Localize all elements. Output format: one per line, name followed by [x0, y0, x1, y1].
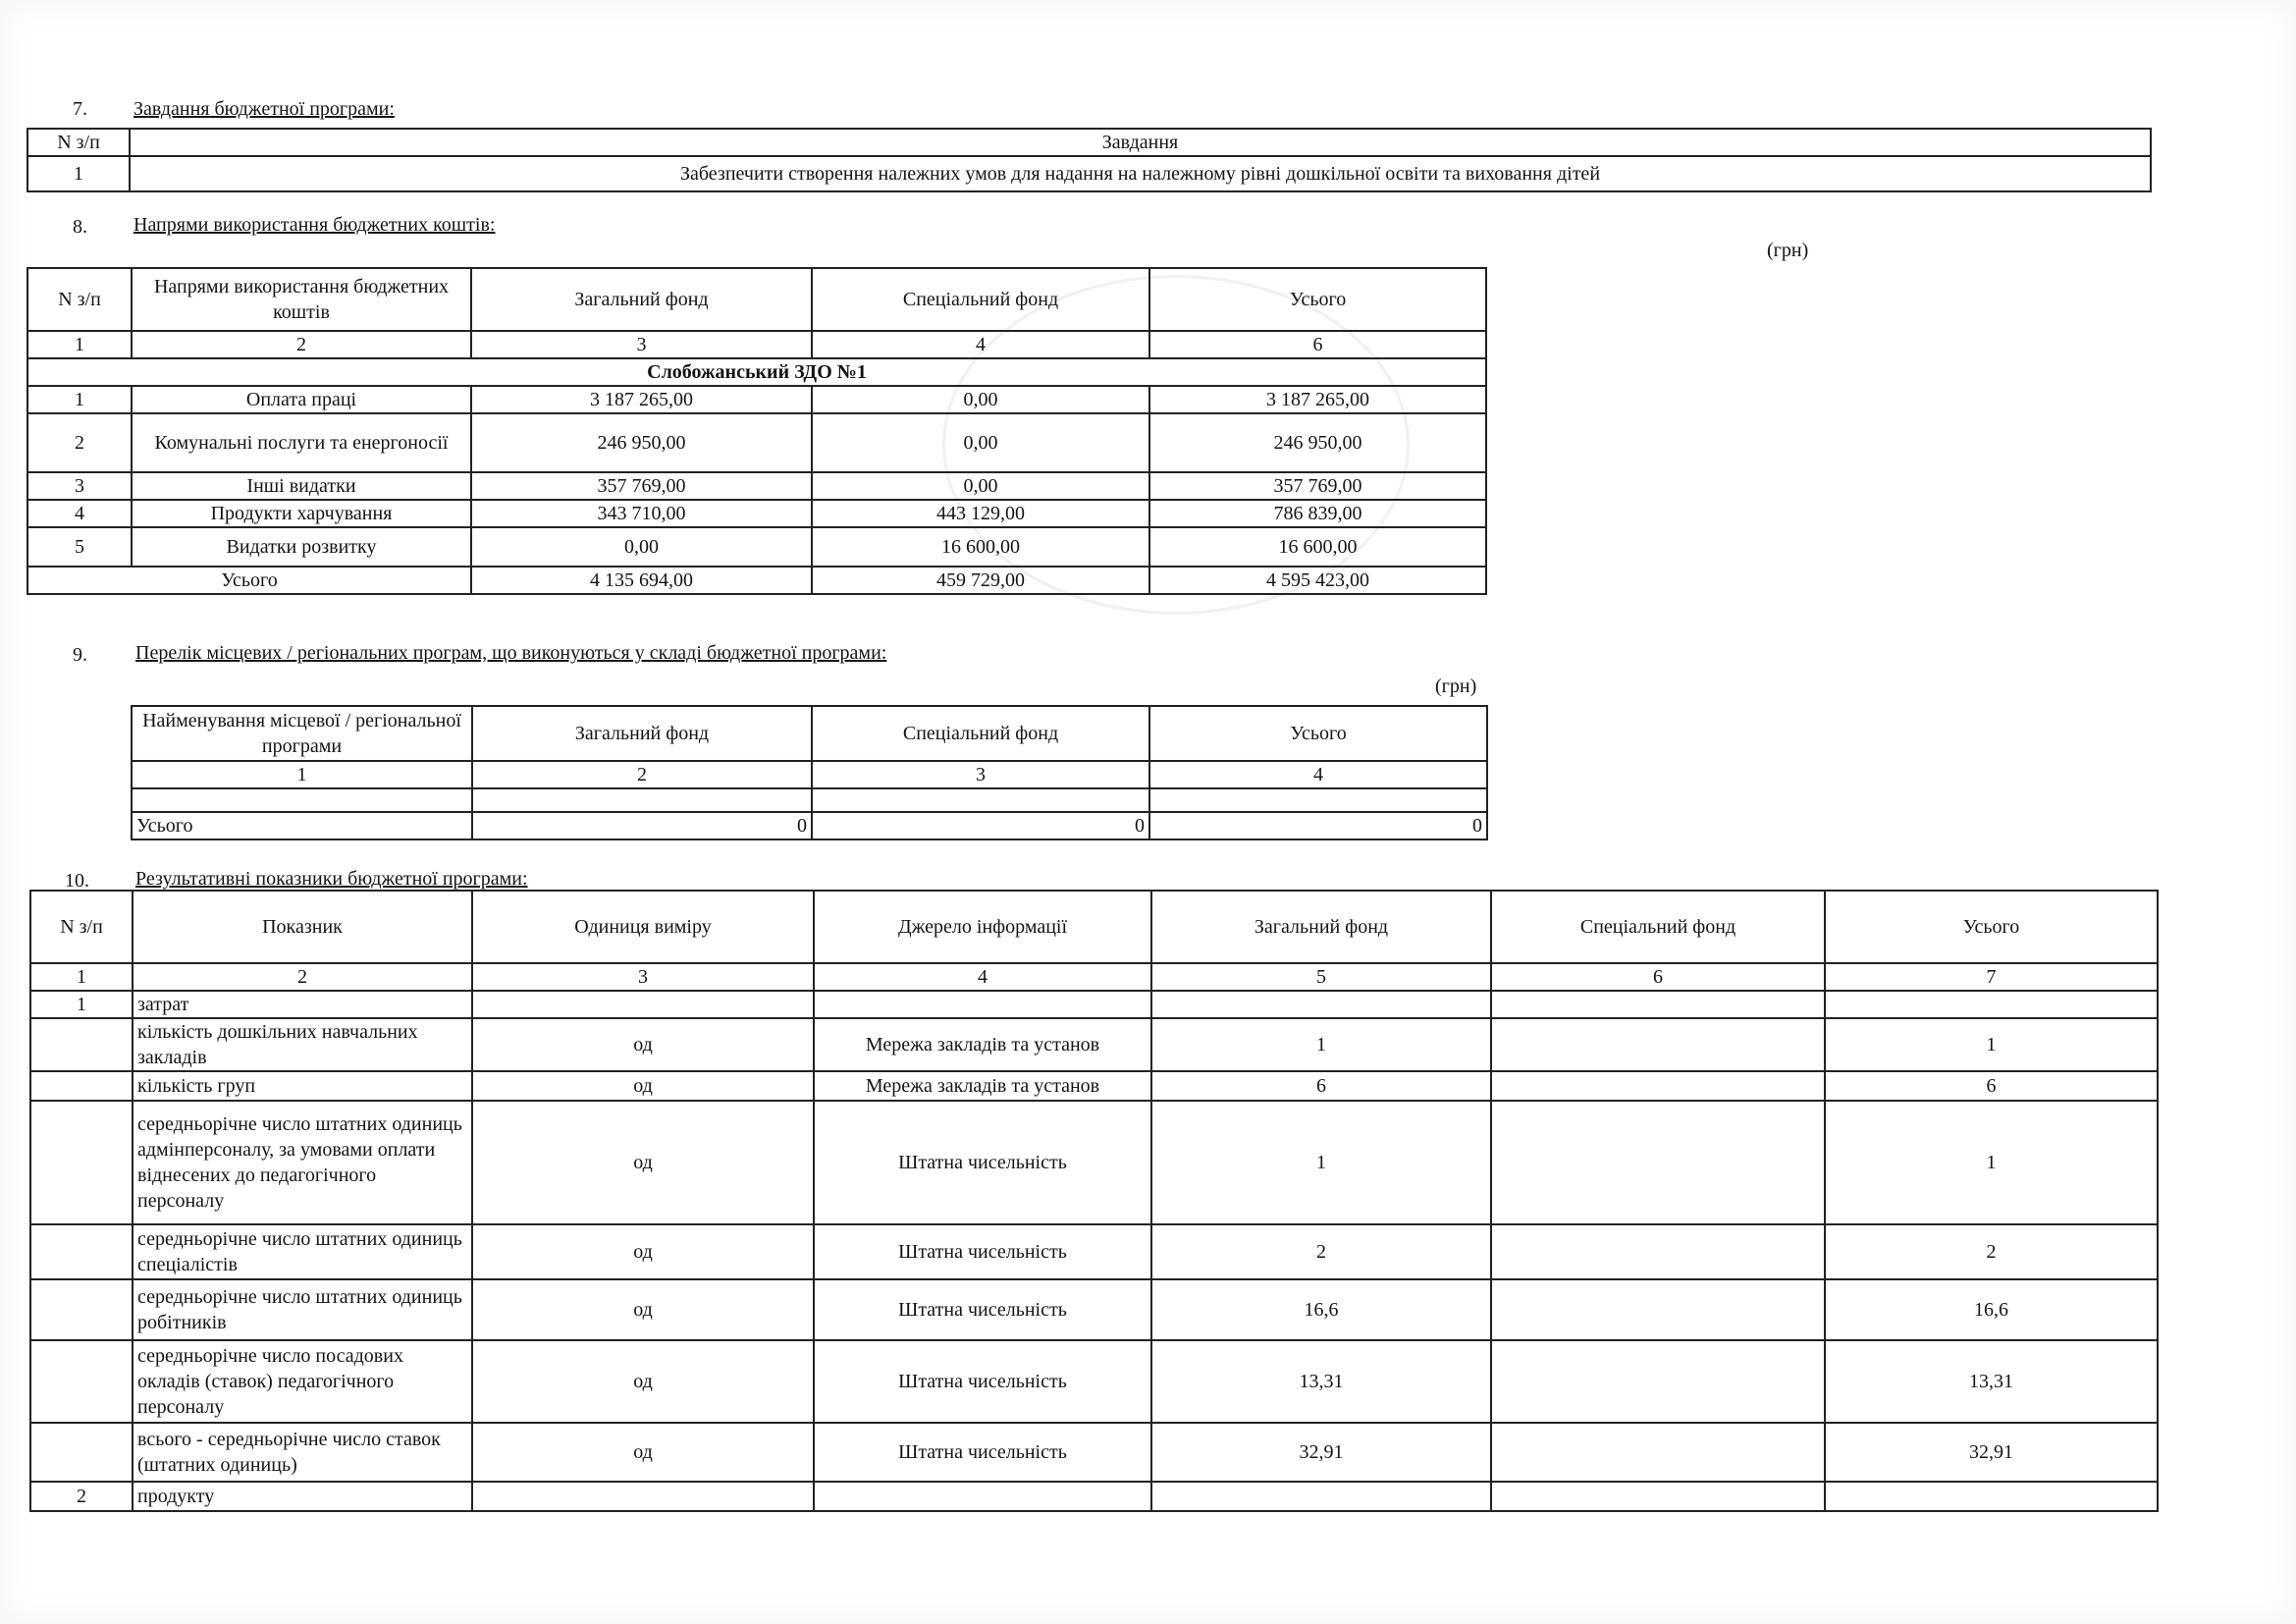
- general-fund-total: 0: [472, 812, 812, 839]
- empty-cell: [472, 991, 814, 1018]
- empty-row: [132, 788, 1487, 812]
- general-fund-cell: 246 950,00: [471, 413, 812, 472]
- section-10-title: Результативні показники бюджетної програми:: [135, 868, 528, 890]
- general-fund-cell: 1: [1151, 1018, 1491, 1071]
- total-cell: 6: [1825, 1071, 2158, 1101]
- section-9-title: Перелік місцевих / регіональних програм, що виконуються у складі бюджетної програми:: [135, 642, 887, 664]
- section-8-number: 8.: [73, 216, 87, 238]
- index-cell: 1: [132, 761, 472, 788]
- general-fund-cell: 3 187 265,00: [471, 386, 812, 413]
- special-fund-cell: 0,00: [812, 386, 1149, 413]
- empty-cell: [132, 788, 472, 812]
- indicator-cell: середньорічне число штатних одиниць адмінперсоналу, за умовами оплати віднесених до педагогічного персоналу: [133, 1101, 472, 1224]
- table-row: [27, 386, 1486, 413]
- index-cell: 5: [1151, 963, 1491, 991]
- row-number-cell: [30, 1224, 133, 1279]
- header-cell: Загальний фонд: [471, 268, 812, 331]
- empty-cell: [1491, 1482, 1825, 1511]
- row-number-cell: [30, 1423, 133, 1482]
- special-fund-cell: [1491, 1101, 1825, 1224]
- direction-cell: Оплата праці: [132, 386, 471, 413]
- row-number-cell: 1: [27, 386, 132, 413]
- table-row: [30, 1071, 2158, 1101]
- table-row: [27, 156, 2151, 191]
- empty-cell: [812, 788, 1149, 812]
- section-8-title: Напрями використання бюджетних коштів:: [133, 214, 496, 236]
- source-cell: Штатна чисельність: [814, 1224, 1151, 1279]
- index-cell: 2: [132, 331, 471, 358]
- row-number-cell: 2: [27, 413, 132, 472]
- table-row: [30, 1018, 2158, 1071]
- tasks-table: [27, 128, 2152, 192]
- general-fund-cell: 2: [1151, 1224, 1491, 1279]
- header-cell: Загальний фонд: [472, 706, 812, 761]
- index-cell: 3: [812, 761, 1149, 788]
- unit-cell: од: [472, 1018, 814, 1071]
- source-cell: Штатна чисельність: [814, 1101, 1151, 1224]
- total-cell: 3 187 265,00: [1149, 386, 1486, 413]
- special-fund-cell: [1491, 1224, 1825, 1279]
- total-cell: 16 600,00: [1149, 527, 1486, 567]
- indicator-cell: кількість дошкільних навчальних закладів: [133, 1018, 472, 1071]
- source-cell: Мережа закладів та установ: [814, 1071, 1151, 1101]
- header-cell: Завдання: [130, 129, 2151, 156]
- table-row: [27, 472, 1486, 500]
- group-label: затрат: [133, 991, 472, 1018]
- header-cell: Спеціальний фонд: [1491, 891, 1825, 963]
- row-number-cell: [30, 1101, 133, 1224]
- source-cell: Штатна чисельність: [814, 1340, 1151, 1423]
- local-programs-table: [131, 705, 1488, 840]
- empty-cell: [1149, 788, 1487, 812]
- header-cell: Найменування місцевої / регіональної програми: [132, 706, 472, 761]
- unit-cell: од: [472, 1423, 814, 1482]
- row-number-cell: 5: [27, 527, 132, 567]
- general-fund-cell: 13,31: [1151, 1340, 1491, 1423]
- header-cell: Спеціальний фонд: [812, 706, 1149, 761]
- index-cell: 2: [472, 761, 812, 788]
- index-cell: 4: [814, 963, 1151, 991]
- unit-cell: од: [472, 1224, 814, 1279]
- section-7-number: 7.: [73, 98, 87, 120]
- grand-total: 4 595 423,00: [1149, 567, 1486, 594]
- general-fund-cell: 357 769,00: [471, 472, 812, 500]
- table-header-row: [27, 129, 2151, 156]
- index-cell: 1: [27, 331, 132, 358]
- group-number: 2: [30, 1482, 133, 1511]
- source-cell: Мережа закладів та установ: [814, 1018, 1151, 1071]
- column-index-row: [27, 331, 1486, 358]
- task-text-cell: Забезпечити створення належних умов для надання на належному рівні дошкільної освіти та виховання дітей: [130, 156, 2151, 191]
- header-cell: N з/п: [27, 268, 132, 331]
- special-fund-cell: 443 129,00: [812, 500, 1149, 527]
- general-fund-cell: 32,91: [1151, 1423, 1491, 1482]
- direction-cell: Комунальні послуги та енергоносії: [132, 413, 471, 472]
- header-cell: Спеціальний фонд: [812, 268, 1149, 331]
- index-cell: 4: [812, 331, 1149, 358]
- total-label: Усього: [132, 812, 472, 839]
- general-fund-cell: 1: [1151, 1101, 1491, 1224]
- row-number-cell: [30, 1018, 133, 1071]
- section-7-title: Завдання бюджетної програми:: [133, 98, 395, 120]
- group-row: [30, 991, 2158, 1018]
- source-cell: Штатна чисельність: [814, 1423, 1151, 1482]
- special-fund-cell: [1491, 1071, 1825, 1101]
- total-cell: 2: [1825, 1224, 2158, 1279]
- header-cell: N з/п: [30, 891, 133, 963]
- total-cell: 1: [1825, 1101, 2158, 1224]
- row-number-cell: 3: [27, 472, 132, 500]
- special-fund-cell: 0,00: [812, 413, 1149, 472]
- total-cell: 13,31: [1825, 1340, 2158, 1423]
- group-number: 1: [30, 991, 133, 1018]
- table-row: [27, 413, 1486, 472]
- column-index-row: [30, 963, 2158, 991]
- empty-cell: [472, 788, 812, 812]
- header-cell: Напрями використання бюджетних коштів: [132, 268, 471, 331]
- header-cell: Одиниця виміру: [472, 891, 814, 963]
- currency-unit-label: (грн): [1767, 240, 1809, 261]
- empty-cell: [1491, 991, 1825, 1018]
- group-row: [30, 1482, 2158, 1511]
- direction-cell: Видатки розвитку: [132, 527, 471, 567]
- group-label: продукту: [133, 1482, 472, 1511]
- general-fund-cell: 16,6: [1151, 1279, 1491, 1340]
- indicator-cell: середньорічне число штатних одиниць спеціалістів: [133, 1224, 472, 1279]
- total-label: Усього: [27, 567, 471, 594]
- empty-cell: [814, 991, 1151, 1018]
- indicator-cell: всього - середньорічне число ставок (штатних одиниць): [133, 1423, 472, 1482]
- total-row: [27, 567, 1486, 594]
- row-number-cell: 4: [27, 500, 132, 527]
- header-cell: Джерело інформації: [814, 891, 1151, 963]
- unit-cell: од: [472, 1340, 814, 1423]
- header-cell: N з/п: [27, 129, 130, 156]
- row-number-cell: [30, 1340, 133, 1423]
- row-number-cell: 1: [27, 156, 130, 191]
- header-cell: Усього: [1149, 268, 1486, 331]
- table-row: [30, 1224, 2158, 1279]
- section-9-number: 9.: [73, 644, 87, 666]
- table-header-row: [30, 891, 2158, 963]
- header-cell: Показник: [133, 891, 472, 963]
- row-number-cell: [30, 1279, 133, 1340]
- total-row: [132, 812, 1487, 839]
- table-header-row: [132, 706, 1487, 761]
- group-row: [27, 358, 1486, 386]
- general-fund-cell: 343 710,00: [471, 500, 812, 527]
- header-cell: Усього: [1825, 891, 2158, 963]
- index-cell: 6: [1149, 331, 1486, 358]
- currency-unit-label: (грн): [1435, 676, 1477, 697]
- table-header-row: [27, 268, 1486, 331]
- header-cell: Загальний фонд: [1151, 891, 1491, 963]
- special-fund-cell: 0,00: [812, 472, 1149, 500]
- budget-directions-table: [27, 267, 1487, 595]
- special-fund-cell: 16 600,00: [812, 527, 1149, 567]
- total-cell: 246 950,00: [1149, 413, 1486, 472]
- unit-cell: од: [472, 1279, 814, 1340]
- unit-cell: од: [472, 1101, 814, 1224]
- column-index-row: [132, 761, 1487, 788]
- general-fund-total: 4 135 694,00: [471, 567, 812, 594]
- index-cell: 2: [133, 963, 472, 991]
- index-cell: 4: [1149, 761, 1487, 788]
- total-cell: 1: [1825, 1018, 2158, 1071]
- indicator-cell: кількість груп: [133, 1071, 472, 1101]
- special-fund-cell: [1491, 1423, 1825, 1482]
- total-cell: 32,91: [1825, 1423, 2158, 1482]
- index-cell: 1: [30, 963, 133, 991]
- total-cell: 786 839,00: [1149, 500, 1486, 527]
- special-fund-total: 459 729,00: [812, 567, 1149, 594]
- empty-cell: [472, 1482, 814, 1511]
- empty-cell: [1151, 1482, 1491, 1511]
- total-cell: 16,6: [1825, 1279, 2158, 1340]
- index-cell: 3: [472, 963, 814, 991]
- performance-indicators-table: [29, 890, 2159, 1512]
- row-number-cell: [30, 1071, 133, 1101]
- section-10-number: 10.: [65, 870, 89, 892]
- table-row: [30, 1423, 2158, 1482]
- empty-cell: [1825, 1482, 2158, 1511]
- direction-cell: Продукти харчування: [132, 500, 471, 527]
- special-fund-cell: [1491, 1279, 1825, 1340]
- index-cell: 6: [1491, 963, 1825, 991]
- table-row: [30, 1279, 2158, 1340]
- table-row: [27, 500, 1486, 527]
- indicator-cell: середньорічне число посадових окладів (ставок) педагогічного персоналу: [133, 1340, 472, 1423]
- table-row: [30, 1340, 2158, 1423]
- index-cell: 7: [1825, 963, 2158, 991]
- institution-name: Слобожанський ЗДО №1: [27, 358, 1486, 386]
- direction-cell: Інші видатки: [132, 472, 471, 500]
- unit-cell: од: [472, 1071, 814, 1101]
- special-fund-cell: [1491, 1340, 1825, 1423]
- table-row: [30, 1101, 2158, 1224]
- grand-total: 0: [1149, 812, 1487, 839]
- special-fund-cell: [1491, 1018, 1825, 1071]
- total-cell: 357 769,00: [1149, 472, 1486, 500]
- header-cell: Усього: [1149, 706, 1487, 761]
- general-fund-cell: 0,00: [471, 527, 812, 567]
- source-cell: Штатна чисельність: [814, 1279, 1151, 1340]
- special-fund-total: 0: [812, 812, 1149, 839]
- index-cell: 3: [471, 331, 812, 358]
- empty-cell: [814, 1482, 1151, 1511]
- general-fund-cell: 6: [1151, 1071, 1491, 1101]
- empty-cell: [1825, 991, 2158, 1018]
- indicator-cell: середньорічне число штатних одиниць робітників: [133, 1279, 472, 1340]
- empty-cell: [1151, 991, 1491, 1018]
- table-row: [27, 527, 1486, 567]
